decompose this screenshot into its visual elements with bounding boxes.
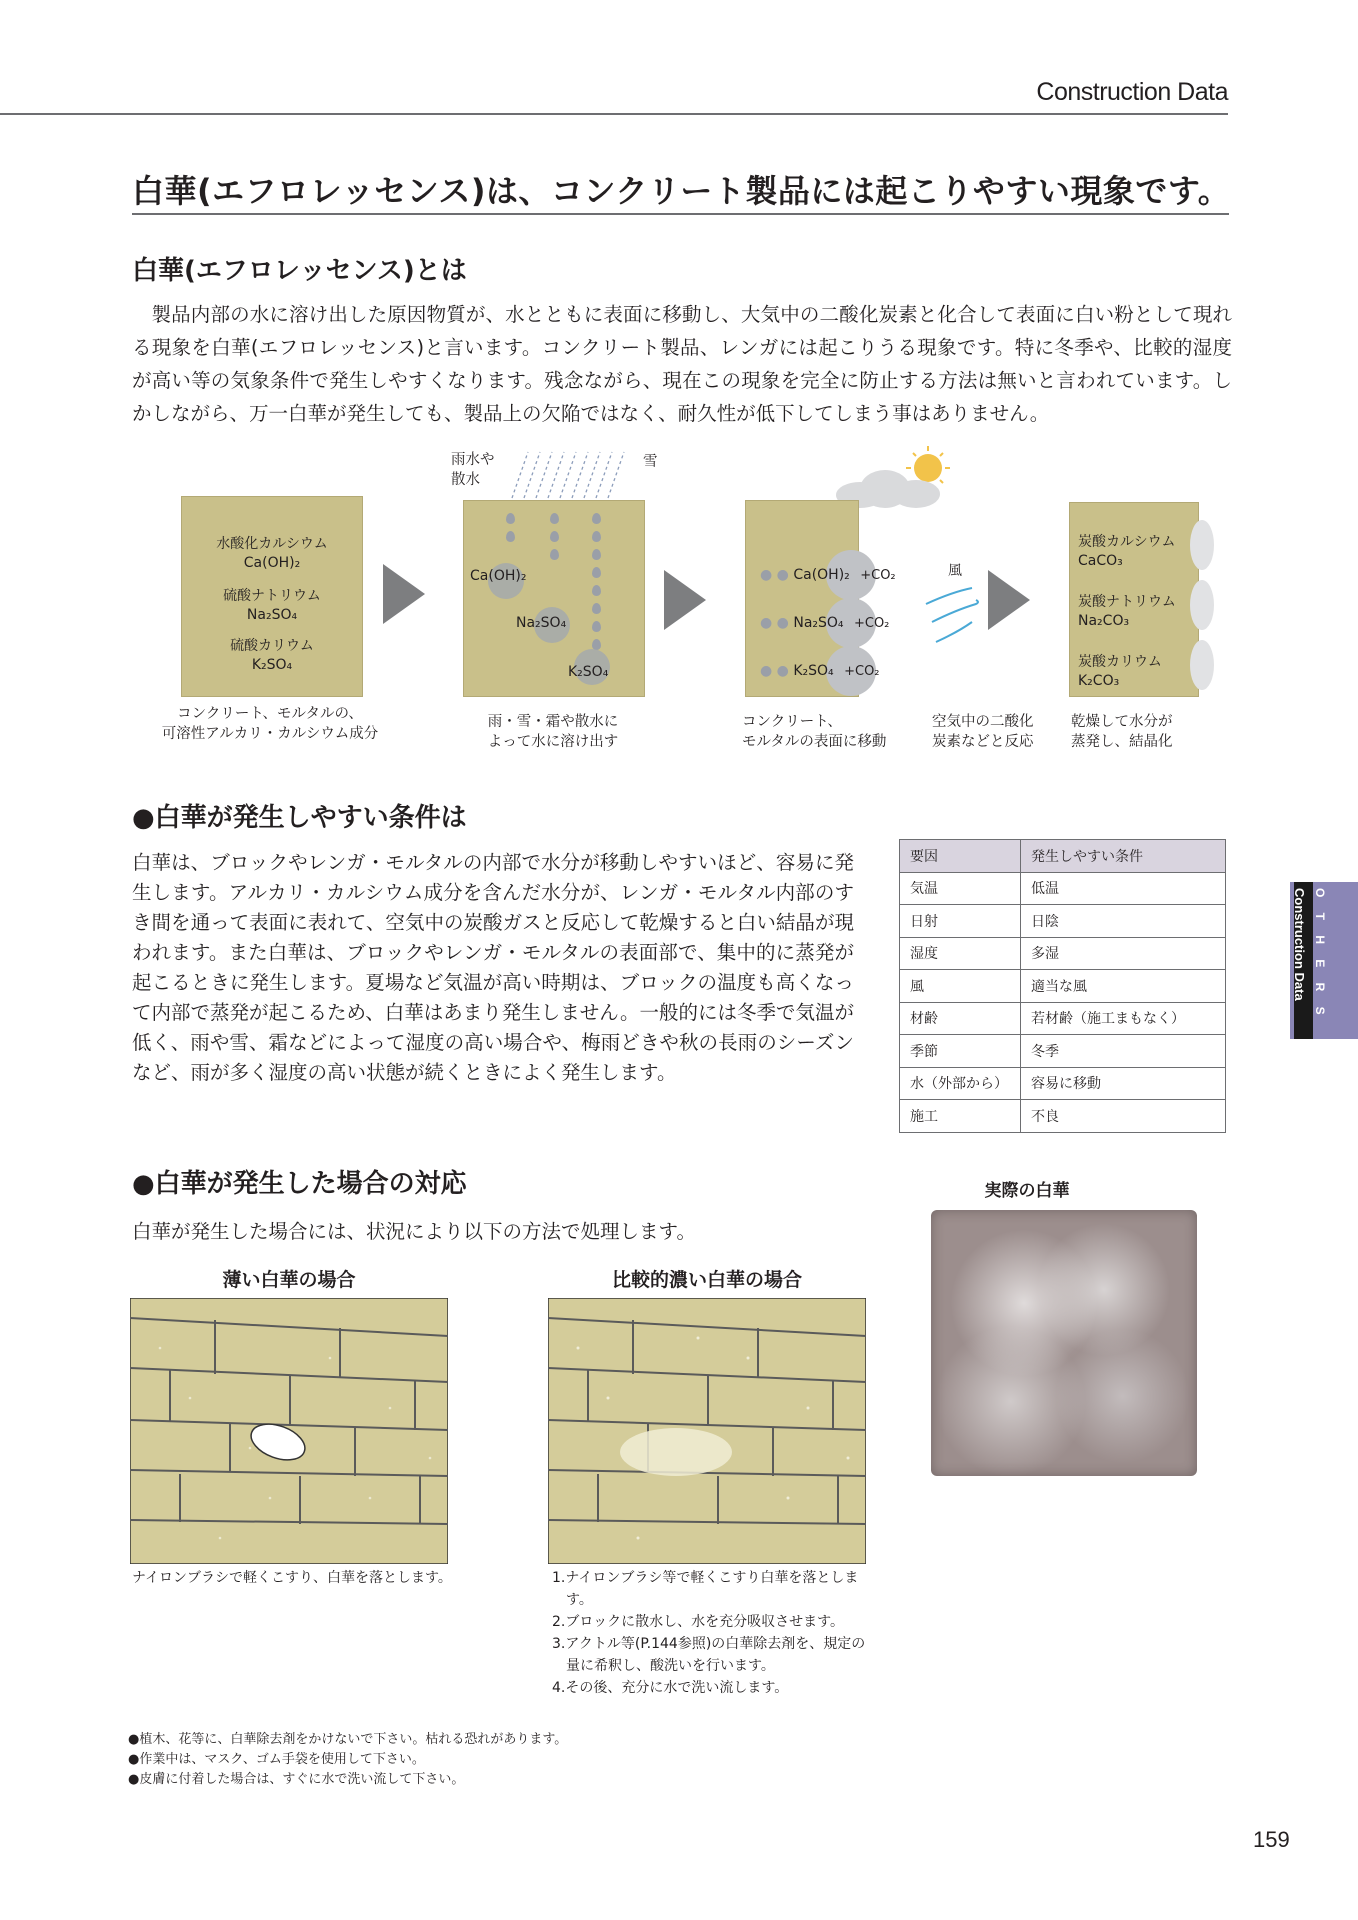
page-number: 159 xyxy=(1253,1827,1290,1852)
stage4-formula-3: K₂CO₃ xyxy=(1078,673,1120,689)
stage1-formula-3: K₂SO₄ xyxy=(251,657,293,673)
page-title: 白華(エフロレッセンス)は、コンクリート製品には起こりやすい現象です。 xyxy=(132,172,1231,210)
running-header: Construction Data xyxy=(1036,78,1228,106)
stage2-formula-2: Na₂SO₄ xyxy=(516,615,567,631)
table-cell-factor: 日射 xyxy=(900,905,1021,938)
brick-wall-light-illustration xyxy=(130,1298,448,1564)
water-drop-icon xyxy=(506,513,515,524)
stage4-panel xyxy=(1069,502,1199,697)
stage4-caption-line1: 乾燥して水分が xyxy=(1071,714,1173,730)
heavy-steps xyxy=(552,1567,872,1699)
wind-label: 風 xyxy=(948,563,962,579)
brick-wall-heavy-illustration xyxy=(548,1298,866,1564)
intro-paragraph xyxy=(132,298,1232,430)
table-row xyxy=(900,1100,1226,1133)
stage2-caption-line2: よって水に溶け出す xyxy=(487,734,619,750)
water-drop-icon xyxy=(592,513,601,524)
stage1-caption-line2: 可溶性アルカリ・カルシウム成分 xyxy=(161,726,379,742)
stage1-formula-1: Ca(OH)₂ xyxy=(243,555,301,571)
wind-icon xyxy=(922,582,982,652)
photo-title: 実際の白華 xyxy=(984,1181,1070,1201)
water-drop-icon xyxy=(550,513,559,524)
stage1-item xyxy=(182,637,362,675)
flow-arrow-icon xyxy=(383,564,425,624)
stage4-name-1: 炭酸カルシウム xyxy=(1078,534,1176,550)
stage3-row xyxy=(760,662,880,681)
stage1-item xyxy=(182,587,362,625)
table-row xyxy=(900,937,1226,970)
light-caption: ナイロンブラシで軽くこすり、白華を落とします。 xyxy=(132,1570,452,1586)
table-row xyxy=(900,970,1226,1003)
table-cell-condition: 多湿 xyxy=(1021,937,1226,970)
table-cell-factor: 季節 xyxy=(900,1035,1021,1068)
co2-label: +CO₂ xyxy=(860,568,896,583)
table-header-row xyxy=(900,840,1226,873)
stage4-name-3: 炭酸カリウム xyxy=(1078,654,1162,670)
heavy-step-1: 1.ナイロンブラシ等で軽くこすり白華を落とします。 xyxy=(552,1570,859,1608)
stage1-caption xyxy=(150,704,390,744)
conditions-heading: ●白華が発生しやすい条件は xyxy=(132,803,467,833)
table-row xyxy=(900,905,1226,938)
side-tab-section: O T H E R S xyxy=(1313,888,1327,1021)
co2-label: +CO₂ xyxy=(853,616,890,631)
table-cell-condition: 若材齢（施工まもなく） xyxy=(1021,1002,1226,1035)
stage1-panel xyxy=(181,496,363,697)
note-1: ●植木、花等に、白華除去剤をかけないで下さい。枯れる恐れがあります。 xyxy=(128,1732,568,1747)
stage4-formula-2: Na₂CO₃ xyxy=(1078,613,1130,629)
crystal-icon xyxy=(1190,640,1214,690)
table-cell-condition: 日陰 xyxy=(1021,905,1226,938)
table-cell-factor: 材齢 xyxy=(900,1002,1021,1035)
heavy-title: 比較的濃い白華の場合 xyxy=(611,1269,802,1291)
co2-label: +CO₂ xyxy=(844,664,880,679)
stage4-item xyxy=(1078,653,1162,691)
stage3-formula-1: Ca(OH)₂ xyxy=(793,567,850,583)
stage2-formula-1: Ca(OH)₂ xyxy=(470,568,527,584)
table-row xyxy=(900,1002,1226,1035)
stage2-formula-3: K₂SO₄ xyxy=(568,664,609,680)
stage1-name-2: 硫酸ナトリウム xyxy=(223,588,321,604)
table-cell-condition: 低温 xyxy=(1021,872,1226,905)
table-cell-condition: 容易に移動 xyxy=(1021,1067,1226,1100)
stage4-item xyxy=(1078,533,1176,571)
water-drop-icon xyxy=(592,549,601,560)
table-cell-factor: 水（外部から） xyxy=(900,1067,1021,1100)
light-title: 薄い白華の場合 xyxy=(222,1269,356,1291)
stage3-row xyxy=(760,614,889,633)
stage1-name-3: 硫酸カリウム xyxy=(230,638,314,654)
table-cell-factor: 気温 xyxy=(900,872,1021,905)
note-3: ●皮膚に付着した場合は、すぐに水で洗い流して下さい。 xyxy=(128,1772,465,1787)
rain-lines-icon xyxy=(502,450,634,500)
efflorescence-diagram xyxy=(0,440,1358,760)
note-2: ●作業中は、マスク、ゴム手袋を使用して下さい。 xyxy=(128,1752,425,1767)
stage4-item xyxy=(1078,593,1176,631)
stage3-caption-a-line1: コンクリート、 xyxy=(742,714,842,730)
intro-text: 製品内部の水に溶け出した原因物質が、水とともに表面に移動し、大気中の二酸化炭素と化合して表面に白い粉として現れる現象を白華(エフロレッセンス)と言います。コンクリート製品、レンガには起こりうる現象です。特に冬季や、比較的湿度が高い等の気象条件で発生しやすくなります。残念ながら、現在この現象を完全に防止する方法は無いと言われています。しかしながら、万一白華が発生しても、製品上の欠陥ではなく、耐久性が低下してしまう事はありません。 xyxy=(132,303,1232,425)
stage1-item xyxy=(182,535,362,573)
water-drop-icon xyxy=(550,549,559,560)
stage2-caption-line1: 雨・雪・霜や散水に xyxy=(487,714,619,730)
stage3-caption-a xyxy=(742,712,886,752)
stage3-row xyxy=(760,566,896,585)
table-row xyxy=(900,872,1226,905)
table-row xyxy=(900,1067,1226,1100)
water-drop-icon xyxy=(592,585,601,596)
stage4-formula-1: CaCO₃ xyxy=(1078,553,1123,569)
heavy-step-3: 3.アクトル等(P.144参照)の白華除去剤を、規定の量に希釈し、酸洗いを行います。 xyxy=(552,1636,866,1674)
side-tab[interactable] xyxy=(1290,882,1358,1039)
heavy-step-4: 4.その後、充分に水で洗い流します。 xyxy=(552,1680,789,1696)
table-cell-factor: 施工 xyxy=(900,1100,1021,1133)
efflorescence-photo xyxy=(931,1210,1197,1476)
stage3-caption-b-line2: 炭素などと反応 xyxy=(932,734,1034,750)
rain-label-line2: 散水 xyxy=(451,472,480,488)
crystal-icon xyxy=(1190,520,1214,570)
stage3-formula-2: Na₂SO₄ xyxy=(793,615,844,631)
title-rule xyxy=(132,213,1229,215)
stage2-panel xyxy=(463,500,645,697)
dots-icon: ● ● xyxy=(760,567,794,583)
snow-label: 雪 xyxy=(643,454,658,470)
response-heading: ●白華が発生した場合の対応 xyxy=(132,1169,467,1199)
table-row xyxy=(900,1035,1226,1068)
heavy-step-2: 2.ブロックに散水し、水を充分吸収させます。 xyxy=(552,1614,844,1630)
water-drop-icon xyxy=(550,531,559,542)
flow-arrow-icon xyxy=(664,570,706,630)
efflorescence-patch xyxy=(620,1428,732,1476)
conditions-paragraph: 白華は、ブロックやレンガ・モルタルの内部で水分が移動しやすいほど、容易に発生します。アルカリ・カルシウム成分を含んだ水分が、レンガ・モルタル内部のすき間を通って表面に表れて、空気中の炭酸ガスと反応して乾燥すると白い結晶が現われます。また白華は、ブロックやレンガ・モルタルの表面部で、集中的に蒸発が起こるときに発生します。夏場など気温が高い時期は、ブロックの温度も高くなって内部で蒸発が起こるため、白華はあまり発生しません。一般的には冬季で気温が低く、雨や雪、霜などによって湿度の高い場合や、梅雨どきや秋の長雨のシーズンなど、雨が多く湿度の高い状態が続くときによく発生します。 xyxy=(132,851,854,1084)
dots-icon: ● ● xyxy=(760,663,794,679)
stage4-caption-line2: 蒸発し、結晶化 xyxy=(1071,734,1173,750)
rain-label xyxy=(451,450,495,490)
stage3-caption-b xyxy=(932,712,1034,752)
stage2-caption xyxy=(463,712,643,752)
header-rule xyxy=(0,113,1228,115)
stage3-formula-3: K₂SO₄ xyxy=(793,663,834,679)
intro-heading: 白華(エフロレッセンス)とは xyxy=(132,256,467,286)
table-cell-factor: 湿度 xyxy=(900,937,1021,970)
table-cell-condition: 冬季 xyxy=(1021,1035,1226,1068)
flow-arrow-icon xyxy=(988,570,1030,630)
stage4-name-2: 炭酸ナトリウム xyxy=(1078,594,1176,610)
crystal-icon xyxy=(1190,580,1214,630)
water-drop-icon xyxy=(592,567,601,578)
stage4-caption xyxy=(1071,712,1173,752)
table-cell-factor: 風 xyxy=(900,970,1021,1003)
water-drop-icon xyxy=(506,531,515,542)
response-paragraph: 白華が発生した場合には、状況により以下の方法で処理します。 xyxy=(132,1220,696,1243)
side-tab-sub: Construction Data xyxy=(1292,888,1307,1001)
water-drop-icon xyxy=(592,621,601,632)
notes xyxy=(128,1730,567,1790)
dots-icon: ● ● xyxy=(760,615,794,631)
table-header-factor: 要因 xyxy=(900,840,1021,873)
stage1-caption-line1: コンクリート、モルタルの、 xyxy=(177,706,363,722)
water-drop-icon xyxy=(592,531,601,542)
conditions-table xyxy=(899,839,1226,1133)
stage3-caption-a-line2: モルタルの表面に移動 xyxy=(742,734,887,750)
water-drop-icon xyxy=(592,603,601,614)
stage1-formula-2: Na₂SO₄ xyxy=(246,607,298,623)
stage1-name-1: 水酸化カルシウム xyxy=(216,536,328,552)
table-header-condition: 発生しやすい条件 xyxy=(1021,840,1226,873)
table-cell-condition: 不良 xyxy=(1021,1100,1226,1133)
stage3-caption-b-line1: 空気中の二酸化 xyxy=(932,714,1034,730)
rain-label-line1: 雨水や xyxy=(451,452,495,468)
table-cell-condition: 適当な風 xyxy=(1021,970,1226,1003)
